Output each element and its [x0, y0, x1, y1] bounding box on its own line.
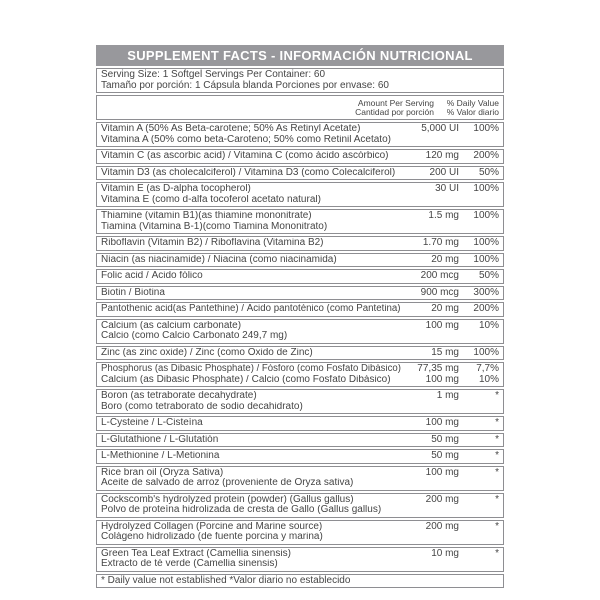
nutrient-dv: 100% [473, 183, 499, 194]
nutrient-dv: * [495, 520, 499, 532]
nutrient-dv: 7,7% [476, 363, 499, 374]
nutrient-amount: 30 UI [435, 183, 459, 194]
nutrient-name: Hydrolyzed Collagen (Porcine and Marine source) [101, 521, 323, 532]
nutrient-dv: * [495, 547, 499, 559]
nutrient-amount: 200 mcg [420, 270, 459, 281]
nutrient-amount: 100 mg [425, 417, 459, 428]
nutrient-dv: 10% [478, 373, 499, 385]
nutrient-amount: 200 mg [425, 493, 459, 505]
nutrient-line [101, 451, 499, 462]
supplement-facts-label [96, 45, 504, 590]
nutrient-dv: * [495, 390, 499, 401]
nutrient-row [96, 286, 504, 301]
nutrient-dv: 50% [478, 166, 499, 178]
nutrient-dv: * [495, 466, 499, 478]
nutrient-dv: 100% [473, 123, 499, 134]
nutrient-amount: 20 mg [431, 253, 459, 265]
nutrient-dv: 100% [473, 237, 499, 248]
nutrient-name: Niacin (as niacinamide) / Niacina (como niacinamida) [101, 254, 337, 265]
nutrient-line [101, 348, 499, 359]
daily-value-header-en: % Daily Value [446, 98, 499, 108]
nutrient-row [96, 520, 504, 545]
nutrient-line [101, 375, 499, 386]
footnote: * Daily value not established *Valor diario no establecido [96, 574, 504, 589]
nutrient-line [101, 321, 499, 332]
nutrient-line [101, 364, 499, 375]
nutrient-name: Cockscomb's hydrolyzed protein (powder) (Gallus gallus) [101, 494, 354, 505]
nutrient-table [96, 122, 504, 572]
nutrient-name: Riboflavin (Vitamin B2) / Riboflavina (Vitamina B2) [101, 238, 324, 248]
nutrient-name: Folic acid / Ácido fólico [101, 271, 203, 281]
nutrient-name: Colágeno hidrolizado (de fuente porcina y marina) [101, 532, 323, 542]
nutrient-line [101, 135, 499, 146]
nutrient-line [101, 222, 499, 233]
nutrient-name: Vitamin D3 (as cholecalciferol) / Vitamina D3 (como Colecalciferol) [101, 167, 396, 178]
nutrient-amount: 100 mg [425, 466, 459, 478]
nutrient-amount: 5,000 UI [421, 123, 459, 134]
nutrient-line [101, 271, 499, 282]
nutrient-amount: 77,35 mg [417, 363, 459, 374]
amount-per-serving-header-es: Cantidad por porción [355, 107, 434, 117]
nutrient-name: Phosphorus (as Dibasic Phosphate) / Fósforo (como Fosfato Dibásico) [101, 364, 401, 374]
nutrient-dv: 300% [473, 286, 499, 298]
nutrient-name: Calcium (as Dibasic Phosphate) / Calcio (como Fosfato Dibásico) [101, 374, 391, 385]
nutrient-line [101, 418, 499, 429]
nutrient-name: Rice bran oil (Oryza Sativa) [101, 467, 224, 478]
nutrient-dv: * [495, 433, 499, 445]
nutrient-name: Vitamin E (as D-alpha tocopherol) [101, 184, 251, 194]
nutrient-dv: 50% [478, 270, 499, 281]
nutrient-line [101, 435, 499, 446]
nutrient-amount: 1.5 mg [428, 210, 459, 221]
nutrient-name: Zinc (as zinc oxide) / Zinc (como Óxido de Zinc) [101, 347, 313, 358]
nutrient-name: L-Cysteine / L-Cisteína [101, 418, 203, 428]
serving-info [96, 68, 504, 93]
nutrient-row [96, 389, 504, 414]
nutrient-name: Tiamina (Vitamina B-1)(como Tiamina Mononitrato) [101, 221, 328, 232]
nutrient-dv: * [495, 450, 499, 461]
nutrient-amount: 100 mg [425, 373, 459, 385]
nutrient-amount: 900 mcg [420, 286, 459, 298]
nutrient-name: Calcium (as calcium carbonate) [101, 320, 242, 331]
nutrient-row [96, 346, 504, 361]
nutrient-row [96, 433, 504, 448]
label-title: SUPPLEMENT FACTS - INFORMACIÓN NUTRICIONAL [96, 45, 504, 66]
nutrient-dv: 100% [473, 253, 499, 265]
nutrient-name: Vitamina A (50% como beta-Caroteno; 50% como Retinil Acetato) [101, 134, 391, 145]
nutrient-row [96, 149, 504, 164]
nutrient-dv: 200% [473, 303, 499, 314]
nutrient-row [96, 449, 504, 464]
nutrient-row [96, 209, 504, 234]
nutrient-amount: 100 mg [425, 319, 459, 331]
nutrient-line [101, 168, 499, 179]
nutrient-row [96, 416, 504, 431]
serving-size-line-en: Serving Size: 1 Softgel Servings Per Container: 60 [101, 69, 326, 80]
nutrient-line [101, 391, 499, 402]
column-header [96, 95, 504, 120]
nutrient-line [101, 468, 499, 479]
nutrient-amount: 10 mg [431, 547, 459, 559]
nutrient-name: Green Tea Leaf Extract (Camellia sinensis) [101, 548, 291, 559]
nutrient-line [101, 195, 499, 206]
nutrient-dv: 100% [473, 210, 499, 221]
nutrient-name: Vitamina E (como d-alfa tocoferol acetato natural) [101, 194, 321, 205]
nutrient-line [101, 532, 499, 543]
daily-value-header-es: % Valor diario [446, 107, 499, 117]
nutrient-name: Biotin / Biotina [101, 287, 165, 298]
nutrient-dv: 200% [473, 150, 499, 161]
nutrient-line [101, 331, 499, 342]
nutrient-name: Vitamin C (as ascorbic acid) / Vitamina C (como ácido ascórbico) [101, 151, 389, 161]
nutrient-line [101, 184, 499, 195]
nutrient-name: Calcio (como Calcio Carbonato 249,7 mg) [101, 331, 288, 341]
nutrient-row [96, 493, 504, 518]
serving-size-line-es: Tamaño por porción: 1 Cápsula blanda Porciones por envase: 60 [101, 79, 389, 91]
nutrient-line [101, 495, 499, 506]
nutrient-amount: 1.70 mg [422, 237, 459, 248]
nutrient-row [96, 253, 504, 268]
nutrient-line [101, 304, 499, 315]
nutrient-line [101, 478, 499, 489]
nutrient-name: Boron (as tetraborate decahydrate) [101, 391, 257, 401]
nutrient-line [101, 151, 499, 162]
nutrient-name: L-Glutathione / L-Glutatión [101, 434, 219, 445]
nutrient-amount: 120 mg [425, 150, 459, 161]
nutrient-row [96, 319, 504, 344]
nutrient-row [96, 362, 504, 387]
nutrient-row [96, 302, 504, 317]
nutrient-line [101, 124, 499, 135]
nutrient-line [101, 549, 499, 560]
nutrient-line [101, 559, 499, 570]
nutrient-amount: 200 mg [425, 520, 459, 532]
nutrient-row [96, 122, 504, 147]
nutrient-line [101, 255, 499, 266]
nutrient-row [96, 547, 504, 572]
nutrient-line [101, 238, 499, 249]
nutrient-dv: * [495, 493, 499, 505]
nutrient-name: Vitamin A (50% As Beta-carotene; 50% As Retinyl Acetate) [101, 124, 361, 134]
nutrient-name: Boro (como tetraborato de sodio decahidrato) [101, 401, 303, 412]
nutrient-line [101, 211, 499, 222]
nutrient-amount: 1 mg [436, 390, 459, 401]
nutrient-name: Pantothenic acid(as Pantethine) / Ácido pantoténico (como Pantetina) [101, 304, 401, 314]
nutrient-amount: 50 mg [431, 450, 459, 461]
nutrient-row [96, 182, 504, 207]
nutrient-line [101, 402, 499, 413]
amount-per-serving-header-en: Amount Per Serving [357, 98, 434, 108]
nutrient-line [101, 288, 499, 299]
nutrient-name: Thiamine (vitamin B1)(as thiamine mononitrate) [101, 211, 312, 221]
nutrient-name: Aceite de salvado de arroz (proveniente de Oryza sativa) [101, 478, 354, 488]
nutrient-amount: 20 mg [431, 303, 459, 314]
nutrient-row [96, 166, 504, 181]
nutrient-name: Extracto de té verde (Camellia sinensis) [101, 559, 278, 569]
nutrient-amount: 15 mg [431, 346, 459, 358]
nutrient-line [101, 522, 499, 533]
nutrient-row [96, 236, 504, 251]
nutrient-amount: 50 mg [431, 433, 459, 445]
nutrient-row [96, 269, 504, 284]
nutrient-dv: * [495, 417, 499, 428]
nutrient-dv: 10% [478, 319, 499, 331]
nutrient-line [101, 505, 499, 516]
nutrient-name: L-Methionine / L-Metionina [101, 451, 220, 461]
nutrient-row [96, 466, 504, 491]
nutrient-dv: 100% [473, 346, 499, 358]
nutrient-amount: 200 UI [429, 166, 459, 178]
nutrient-name: Polvo de proteína hidrolizada de cresta de Gallo (Gallus gallus) [101, 505, 382, 515]
